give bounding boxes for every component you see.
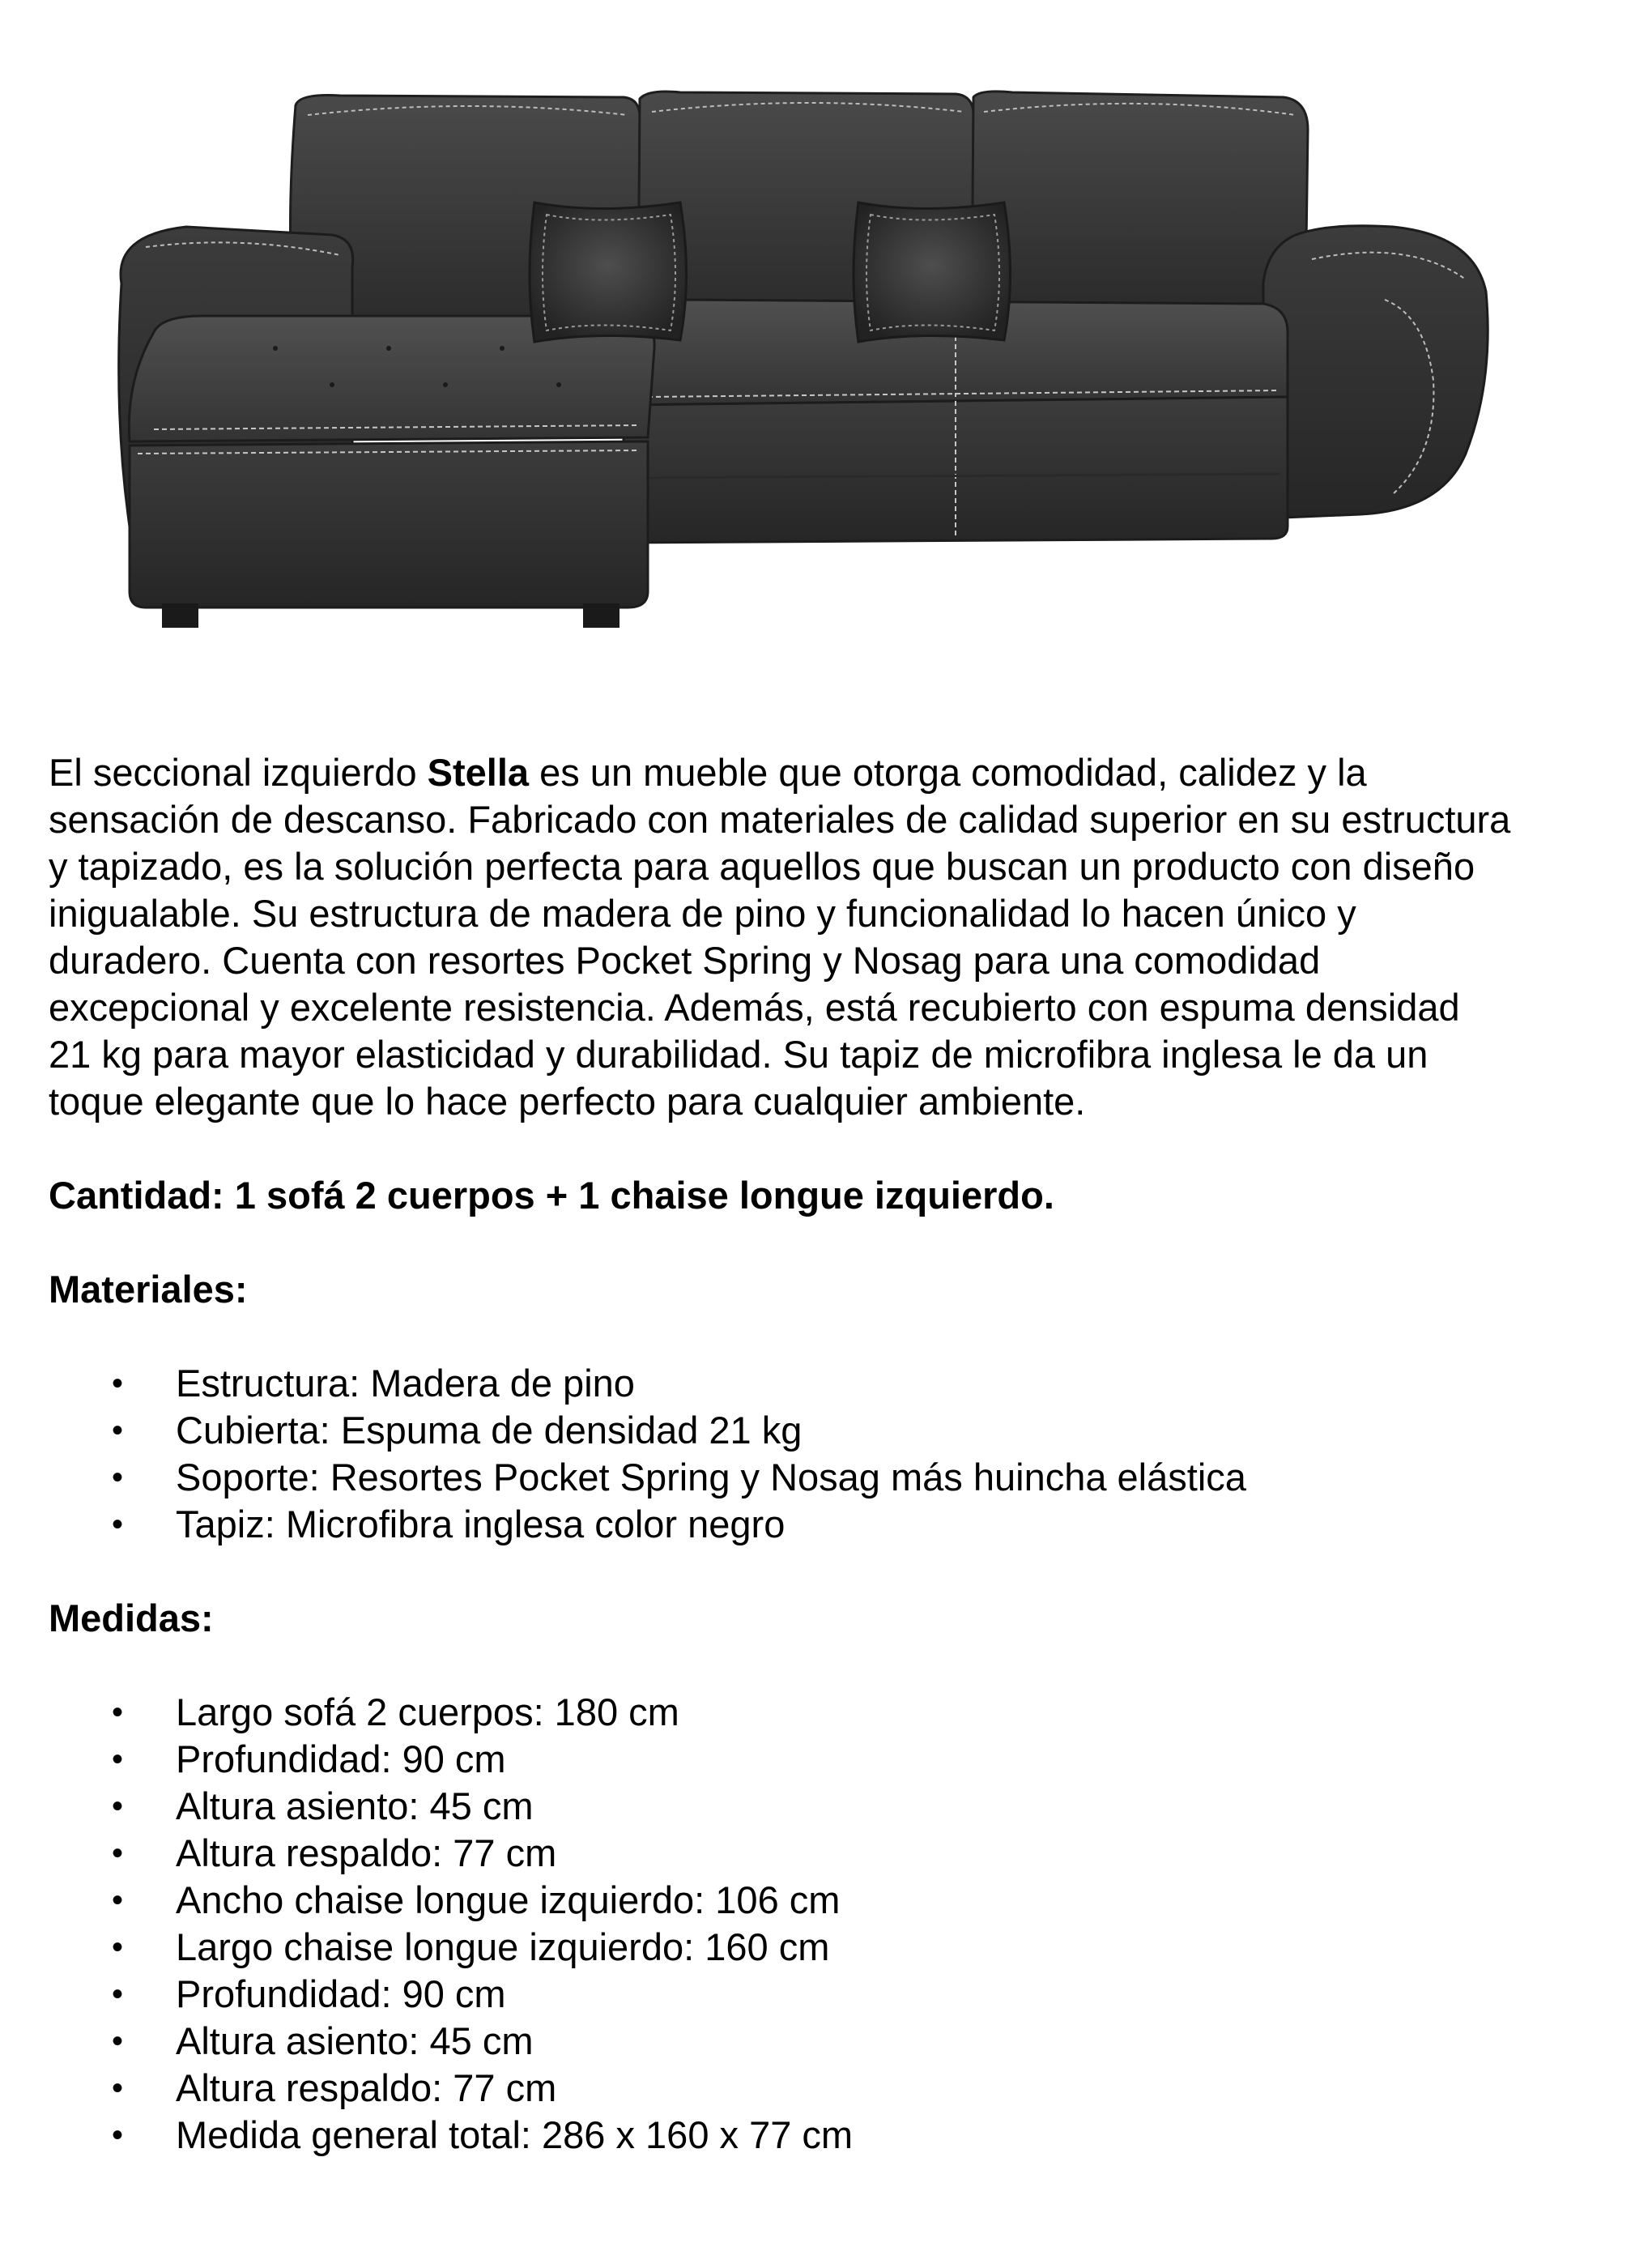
bullet-icon: • [112, 1929, 124, 1965]
bullet-icon: • [112, 1742, 124, 1777]
description-line-6: excepcional y excelente resistencia. Además, está recubierto con espuma densidad [49, 986, 1460, 1029]
chaise-leg-left [162, 603, 198, 628]
description-line-1: es un mueble que otorga comodidad, calidez y la [529, 751, 1367, 794]
measurements-list [49, 1689, 1603, 2159]
description-line-2: sensación de descanso. Fabricado con materiales de calidad superior en su estructura [49, 798, 1511, 841]
list-item: • Cubierta: Espuma de densidad 21 kg [49, 1407, 1603, 1454]
bullet-icon: • [112, 1695, 124, 1730]
sofa-image [97, 73, 1522, 640]
list-item: • Largo sofá 2 cuerpos: 180 cm [49, 1689, 1603, 1736]
product-name: Stella [427, 751, 530, 794]
right-arm [1263, 226, 1488, 518]
materials-list [49, 1360, 1603, 1548]
list-item: • Soporte: Resortes Pocket Spring y Nosag más huincha elástica [49, 1454, 1603, 1501]
list-item: • Medida general total: 286 x 160 x 77 cm [49, 2112, 1603, 2159]
bullet-icon: • [112, 1835, 124, 1871]
bullet-icon: • [112, 2023, 124, 2059]
list-item: • Ancho chaise longue izquierdo: 106 cm [49, 1877, 1603, 1924]
materials-heading: Materiales: [49, 1268, 248, 1311]
list-item: • Altura asiento: 45 cm [49, 1783, 1603, 1830]
description-line-8: toque elegante que lo hace perfecto para cualquier ambiente. [49, 1080, 1086, 1123]
bullet-icon: • [112, 2070, 124, 2106]
measurements-heading: Medidas: [49, 1597, 214, 1639]
description-line-3: y tapizado, es la solución perfecta para aquellos que buscan un producto con diseño [49, 845, 1475, 888]
list-item: • Altura respaldo: 77 cm [49, 2065, 1603, 2112]
bullet-icon: • [112, 2117, 124, 2153]
product-text [49, 749, 1603, 2159]
list-item: • Tapiz: Microfibra inglesa color negro [49, 1501, 1603, 1548]
bullet-icon: • [112, 1882, 124, 1918]
bullet-icon: • [112, 1460, 124, 1495]
chaise-base [130, 441, 648, 608]
bullet-icon: • [112, 1507, 124, 1542]
description-intro: El seccional izquierdo [49, 751, 428, 794]
bullet-icon: • [112, 1788, 124, 1824]
list-item: • Altura asiento: 45 cm [49, 2018, 1603, 2065]
bullet-icon: • [112, 1976, 124, 2012]
throw-pillow-right [854, 202, 1011, 342]
list-item: • Estructura: Madera de pino [49, 1360, 1603, 1407]
quantity-line: Cantidad: 1 sofá 2 cuerpos + 1 chaise longue izquierdo. [49, 1174, 1054, 1217]
list-item: • Altura respaldo: 77 cm [49, 1830, 1603, 1877]
product-description [49, 749, 1603, 1125]
bullet-icon: • [112, 1366, 124, 1401]
description-line-4: inigualable. Su estructura de madera de pino y funcionalidad lo hacen único y [49, 892, 1356, 935]
throw-pillow-left [530, 202, 687, 342]
description-line-7: 21 kg para mayor elasticidad y durabilidad. Su tapiz de microfibra inglesa le da un [49, 1033, 1428, 1076]
bullet-icon: • [112, 1413, 124, 1448]
list-item: • Profundidad: 90 cm [49, 1736, 1603, 1783]
description-line-5: duradero. Cuenta con resortes Pocket Spring y Nosag para una comodidad [49, 939, 1321, 982]
list-item: • Largo chaise longue izquierdo: 160 cm [49, 1924, 1603, 1971]
list-item: • Profundidad: 90 cm [49, 1971, 1603, 2018]
back-cushion-right [972, 92, 1308, 316]
chaise-leg-right [583, 603, 620, 628]
